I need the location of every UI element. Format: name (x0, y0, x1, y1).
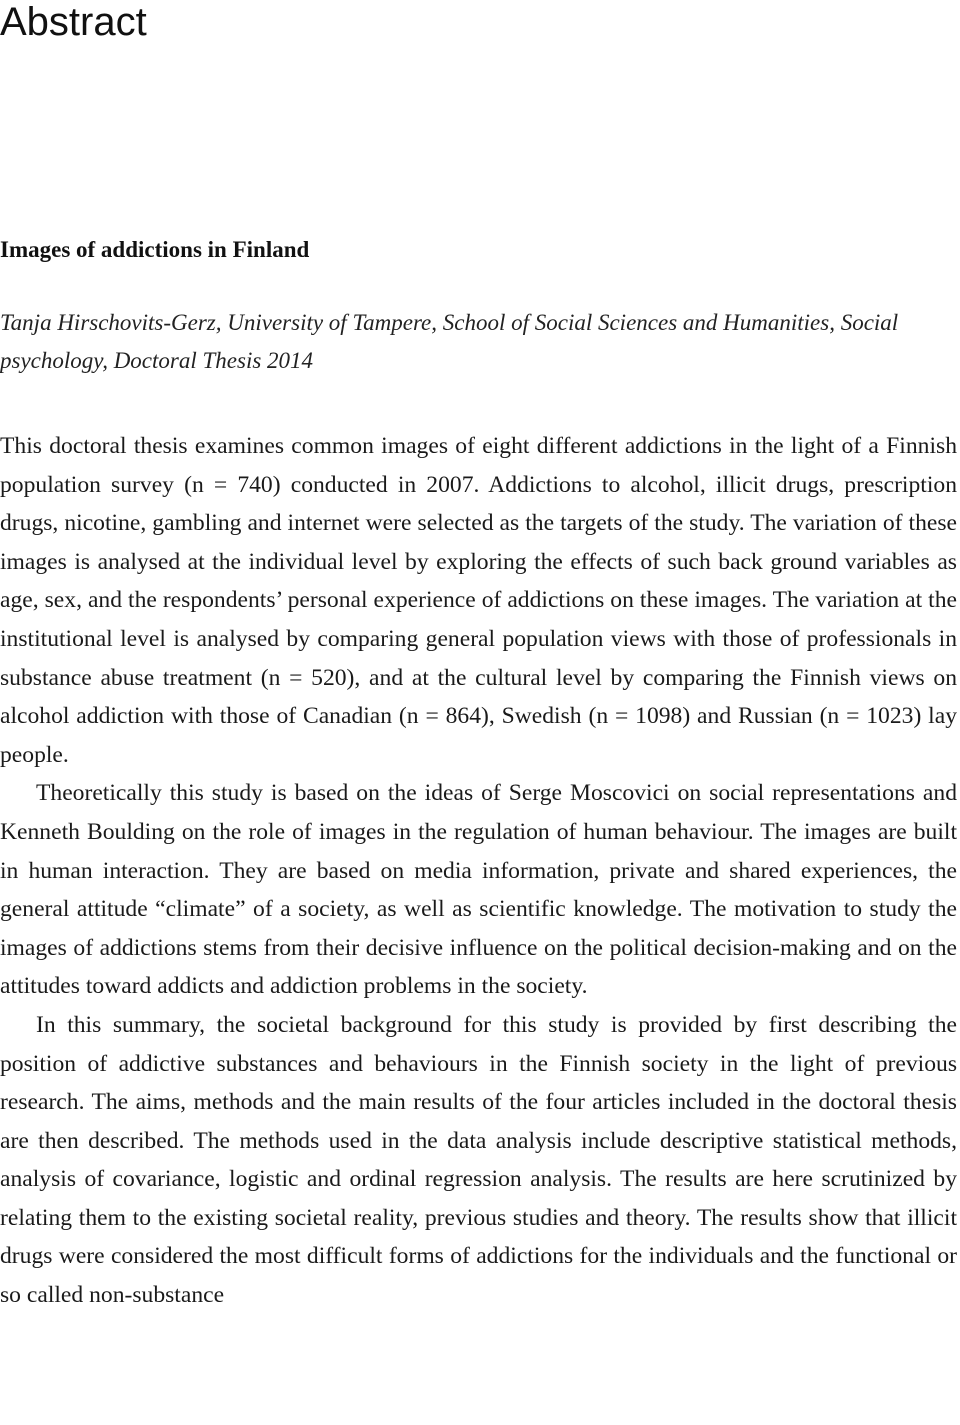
page-heading: Abstract (0, 0, 147, 44)
thesis-title: Images of addictions in Finland (0, 237, 310, 262)
abstract-paragraph-3: In this summary, the societal background for this study is provided by first describing the position of addictive substances and behaviours in the Finnish society in the light of previous research. The aims, methods and the main results of the four articles included in the doctoral thesis are then described. The methods used in the data analysis include descriptive statistical methods, analysis of covariance, logistic and ordinal regression analysis. The results are here scrutinized by relating them to the existing societal reality, previous studies and theory. The results show that illicit drugs were considered the most difficult forms of addictions for the individuals and the functional or so called non-substance (0, 1011, 957, 1309)
abstract-paragraph-2: Theoretically this study is based on the ideas of Serge Moscovici on social representations and Kenneth Boulding on the role of images in the regulation of human behaviour. The images are built in human interaction. They are based on media information, private and shared experiences, the general attitude “climate” of a society, as well as scientific knowledge. The motivation to study the images of addictions stems from their decisive influence on the political decision-making and on the attitudes toward addicts and addiction problems in the society. (0, 780, 957, 1000)
author-byline: Tanja Hirschovits-Gerz, University of Tampere, School of Social Sciences and Humanities, Social psychology, Doctoral Thesis 2014 (0, 310, 899, 373)
abstract-body (0, 427, 957, 1315)
abstract-paragraph-1: This doctoral thesis examines common images of eight different addictions in the light of a Finnish population survey (n = 740) conducted in 2007. Addictions to alcohol, illicit drugs, prescription drugs, nicotine, gambling and internet were selected as the targets of the study. The variation of these images is analysed at the individual level by exploring the effects of such back ground variables as age, sex, and the respondents’ personal experience of addictions on these images. The variation at the institutional level is analysed by comparing general population views with those of professionals in substance abuse treatment (n = 520), and at the cultural level by comparing the Finnish views on alcohol addiction with those of Canadian (n = 864), Swedish (n = 1098) and Russian (n = 1023) lay people. (0, 433, 957, 768)
